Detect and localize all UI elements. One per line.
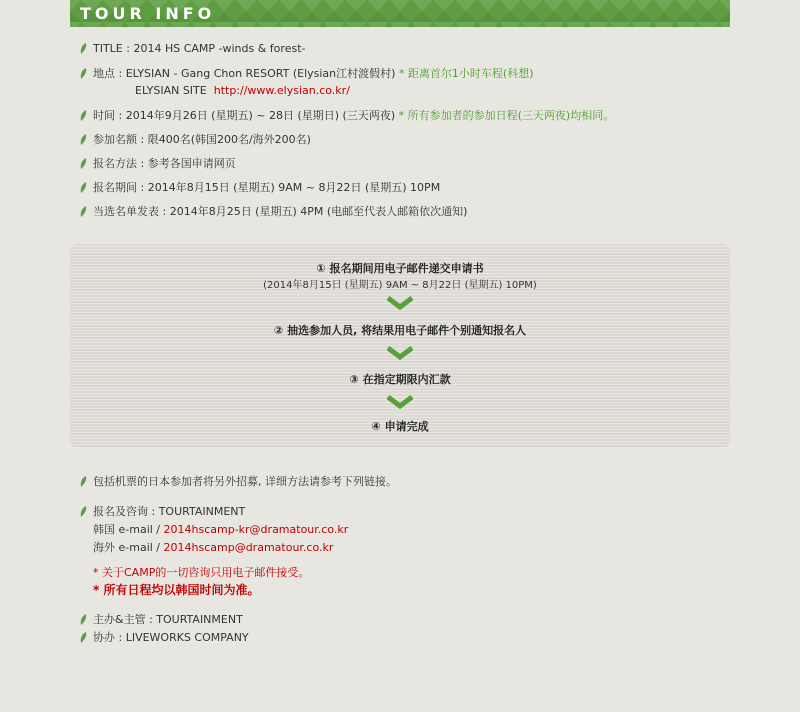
- time-text: 时间 : 2014年9月26日 (星期五) ~ 28日 (星期日) (三天两夜): [93, 109, 396, 122]
- location-note: * 距离首尔1小时车程(科想): [398, 67, 534, 80]
- tour-info-header: [70, 0, 730, 27]
- leaf-icon: [80, 182, 87, 193]
- host-row: [80, 612, 243, 628]
- leaf-icon: [80, 614, 87, 625]
- page-title: TOUR INFO: [80, 4, 216, 23]
- leaf-icon: [80, 206, 87, 217]
- announce-text: 当选名单发表 : 2014年8月25日 (星期五) 4PM (电邮至代表人邮箱依次通知): [93, 205, 468, 218]
- info-row-announce: [80, 204, 467, 220]
- site-row: [135, 83, 350, 99]
- leaf-icon: [80, 158, 87, 169]
- korea-email-row: [93, 522, 348, 538]
- title-text: TITLE : 2014 HS CAMP -winds & forest-: [93, 42, 306, 55]
- leaf-icon: [80, 476, 87, 487]
- cohost-text: 协办 : LIVEWORKS COMPANY: [93, 631, 249, 644]
- step-2: ② 抽选参加人员, 将结果用电子邮件个别通知报名人: [273, 324, 527, 337]
- step-4: ④ 申请完成: [371, 420, 429, 433]
- chevron-down-icon: [386, 346, 414, 360]
- info-row-time: [80, 108, 614, 124]
- method-text: 报名方法 : 参考各国申请网页: [93, 157, 236, 170]
- overseas-email-label: 海外 e-mail /: [93, 541, 164, 554]
- step-1: ① 报名期间用电子邮件递交申请书: [316, 262, 484, 275]
- quota-text: 参加名额 : 限400名(韩国200名/海外200名): [93, 133, 311, 146]
- step-3: ③ 在指定期限内汇款: [349, 373, 451, 386]
- info-row-method: [80, 156, 236, 172]
- korea-email-label: 韩国 e-mail /: [93, 523, 164, 536]
- time-note: * 所有参加者的参加日程(三天两夜)均相同。: [398, 109, 615, 122]
- notice-email-only: * 关于CAMP的一切咨询只用电子邮件接受。: [93, 566, 310, 579]
- location-text: 地点 : ELYSIAN - Gang Chon RESORT (Elysian江村渡假村): [93, 67, 396, 80]
- info-row-period: [80, 180, 440, 196]
- note-airfare: [80, 474, 397, 490]
- chevron-down-icon: [386, 296, 414, 310]
- overseas-email-link[interactable]: 2014hscamp@dramatour.co.kr: [163, 541, 334, 554]
- korea-email-link[interactable]: 2014hscamp-kr@dramatour.co.kr: [163, 523, 349, 536]
- period-text: 报名期间 : 2014年8月15日 (星期五) 9AM ~ 8月22日 (星期五) 10PM: [93, 181, 441, 194]
- info-row-quota: [80, 132, 311, 148]
- info-row-location: [80, 66, 534, 82]
- notice-korea-time: * 所有日程均以韩国时间为准。: [93, 583, 260, 597]
- leaf-icon: [80, 43, 87, 54]
- host-text: 主办&主管 : TOURTAINMENT: [93, 613, 243, 626]
- leaf-icon: [80, 110, 87, 121]
- elysian-site-link[interactable]: http://www.elysian.co.kr/: [213, 84, 350, 97]
- chevron-down-icon: [386, 395, 414, 409]
- cohost-row: [80, 630, 249, 646]
- leaf-icon: [80, 506, 87, 517]
- leaf-icon: [80, 68, 87, 79]
- step-1-sub: (2014年8月15日 (星期五) 9AM ~ 8月22日 (星期五) 10PM): [263, 280, 537, 291]
- airfare-text: 包括机票的日本参加者将另外招募, 详细方法请参考下列链接。: [93, 475, 397, 488]
- info-row-title: [80, 41, 305, 57]
- site-label: ELYSIAN SITE: [135, 84, 207, 97]
- leaf-icon: [80, 134, 87, 145]
- application-steps-box: [70, 244, 730, 448]
- leaf-icon: [80, 632, 87, 643]
- contact-row: [80, 504, 245, 520]
- overseas-email-row: [93, 540, 333, 556]
- contact-label: 报名及咨询 : TOURTAINMENT: [93, 505, 246, 518]
